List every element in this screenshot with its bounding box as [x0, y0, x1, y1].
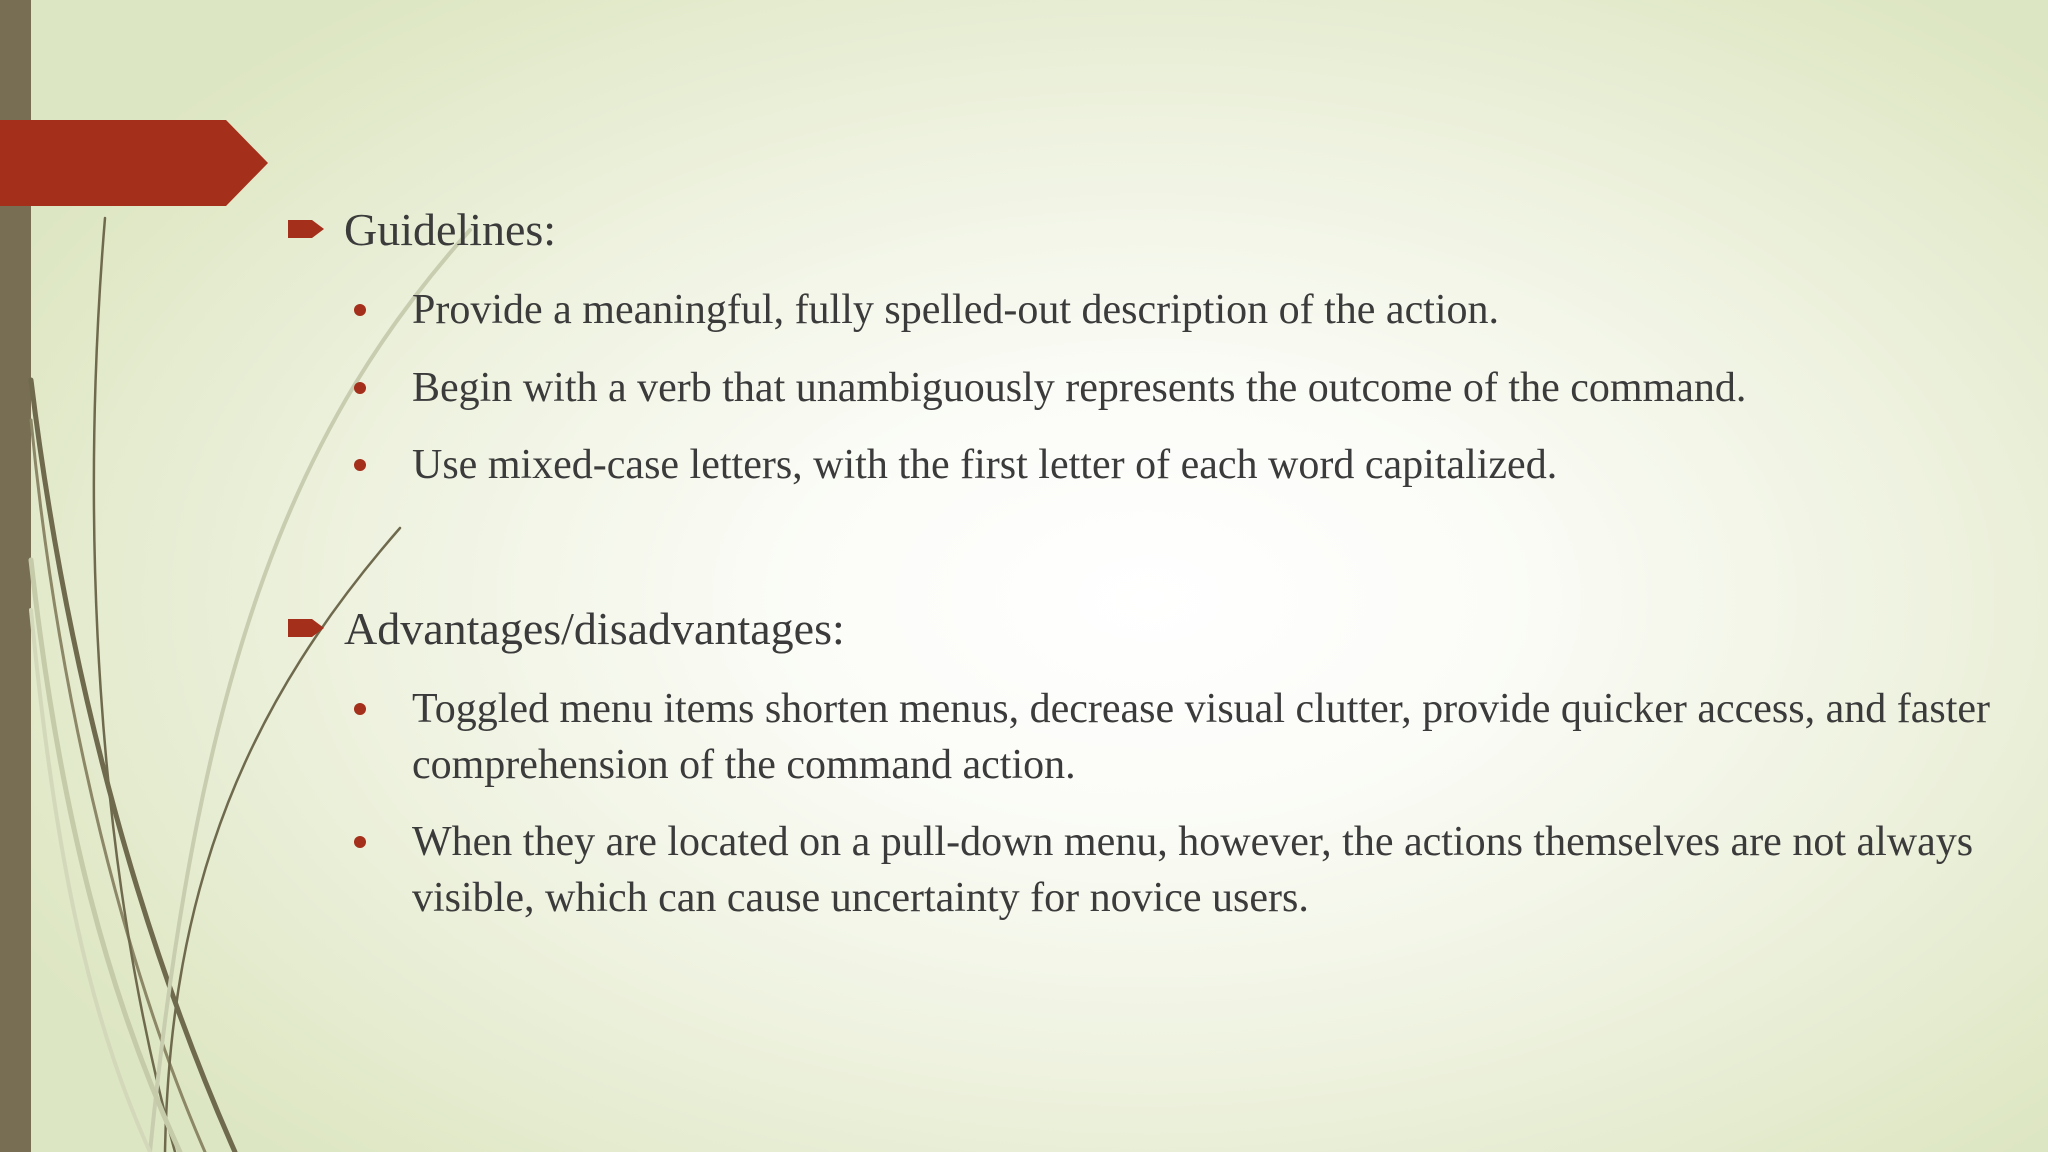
- bullet-dot: [354, 836, 366, 848]
- guideline-item: Provide a meaningful, fully spelled-out description of the action.: [412, 287, 1500, 333]
- title-banner-shape: [0, 120, 268, 206]
- bullet-dot: [354, 304, 366, 316]
- guideline-item: Begin with a verb that unambiguously represents the outcome of the command.: [412, 365, 1747, 411]
- guideline-item: Use mixed-case letters, with the first letter of each word capitalized.: [412, 442, 1558, 488]
- advantage-item: When they are located on a pull-down menu, however, the actions themselves are not always visible, which can cause uncertainty for novice users.: [412, 819, 1974, 921]
- bullet-dot: [354, 382, 366, 394]
- right-arrow-bullet-icon: [288, 218, 326, 240]
- bullet-dot: [354, 703, 366, 715]
- bullet-dot: [354, 459, 366, 471]
- right-arrow-bullet-icon: [288, 617, 326, 639]
- section-heading-guidelines: Guidelines:: [344, 204, 557, 255]
- section-heading-advantages: Advantages/disadvantages:: [344, 603, 845, 654]
- advantage-item: Toggled menu items shorten menus, decrease visual clutter, provide quicker access, and faster comprehension of the command action.: [412, 686, 1990, 788]
